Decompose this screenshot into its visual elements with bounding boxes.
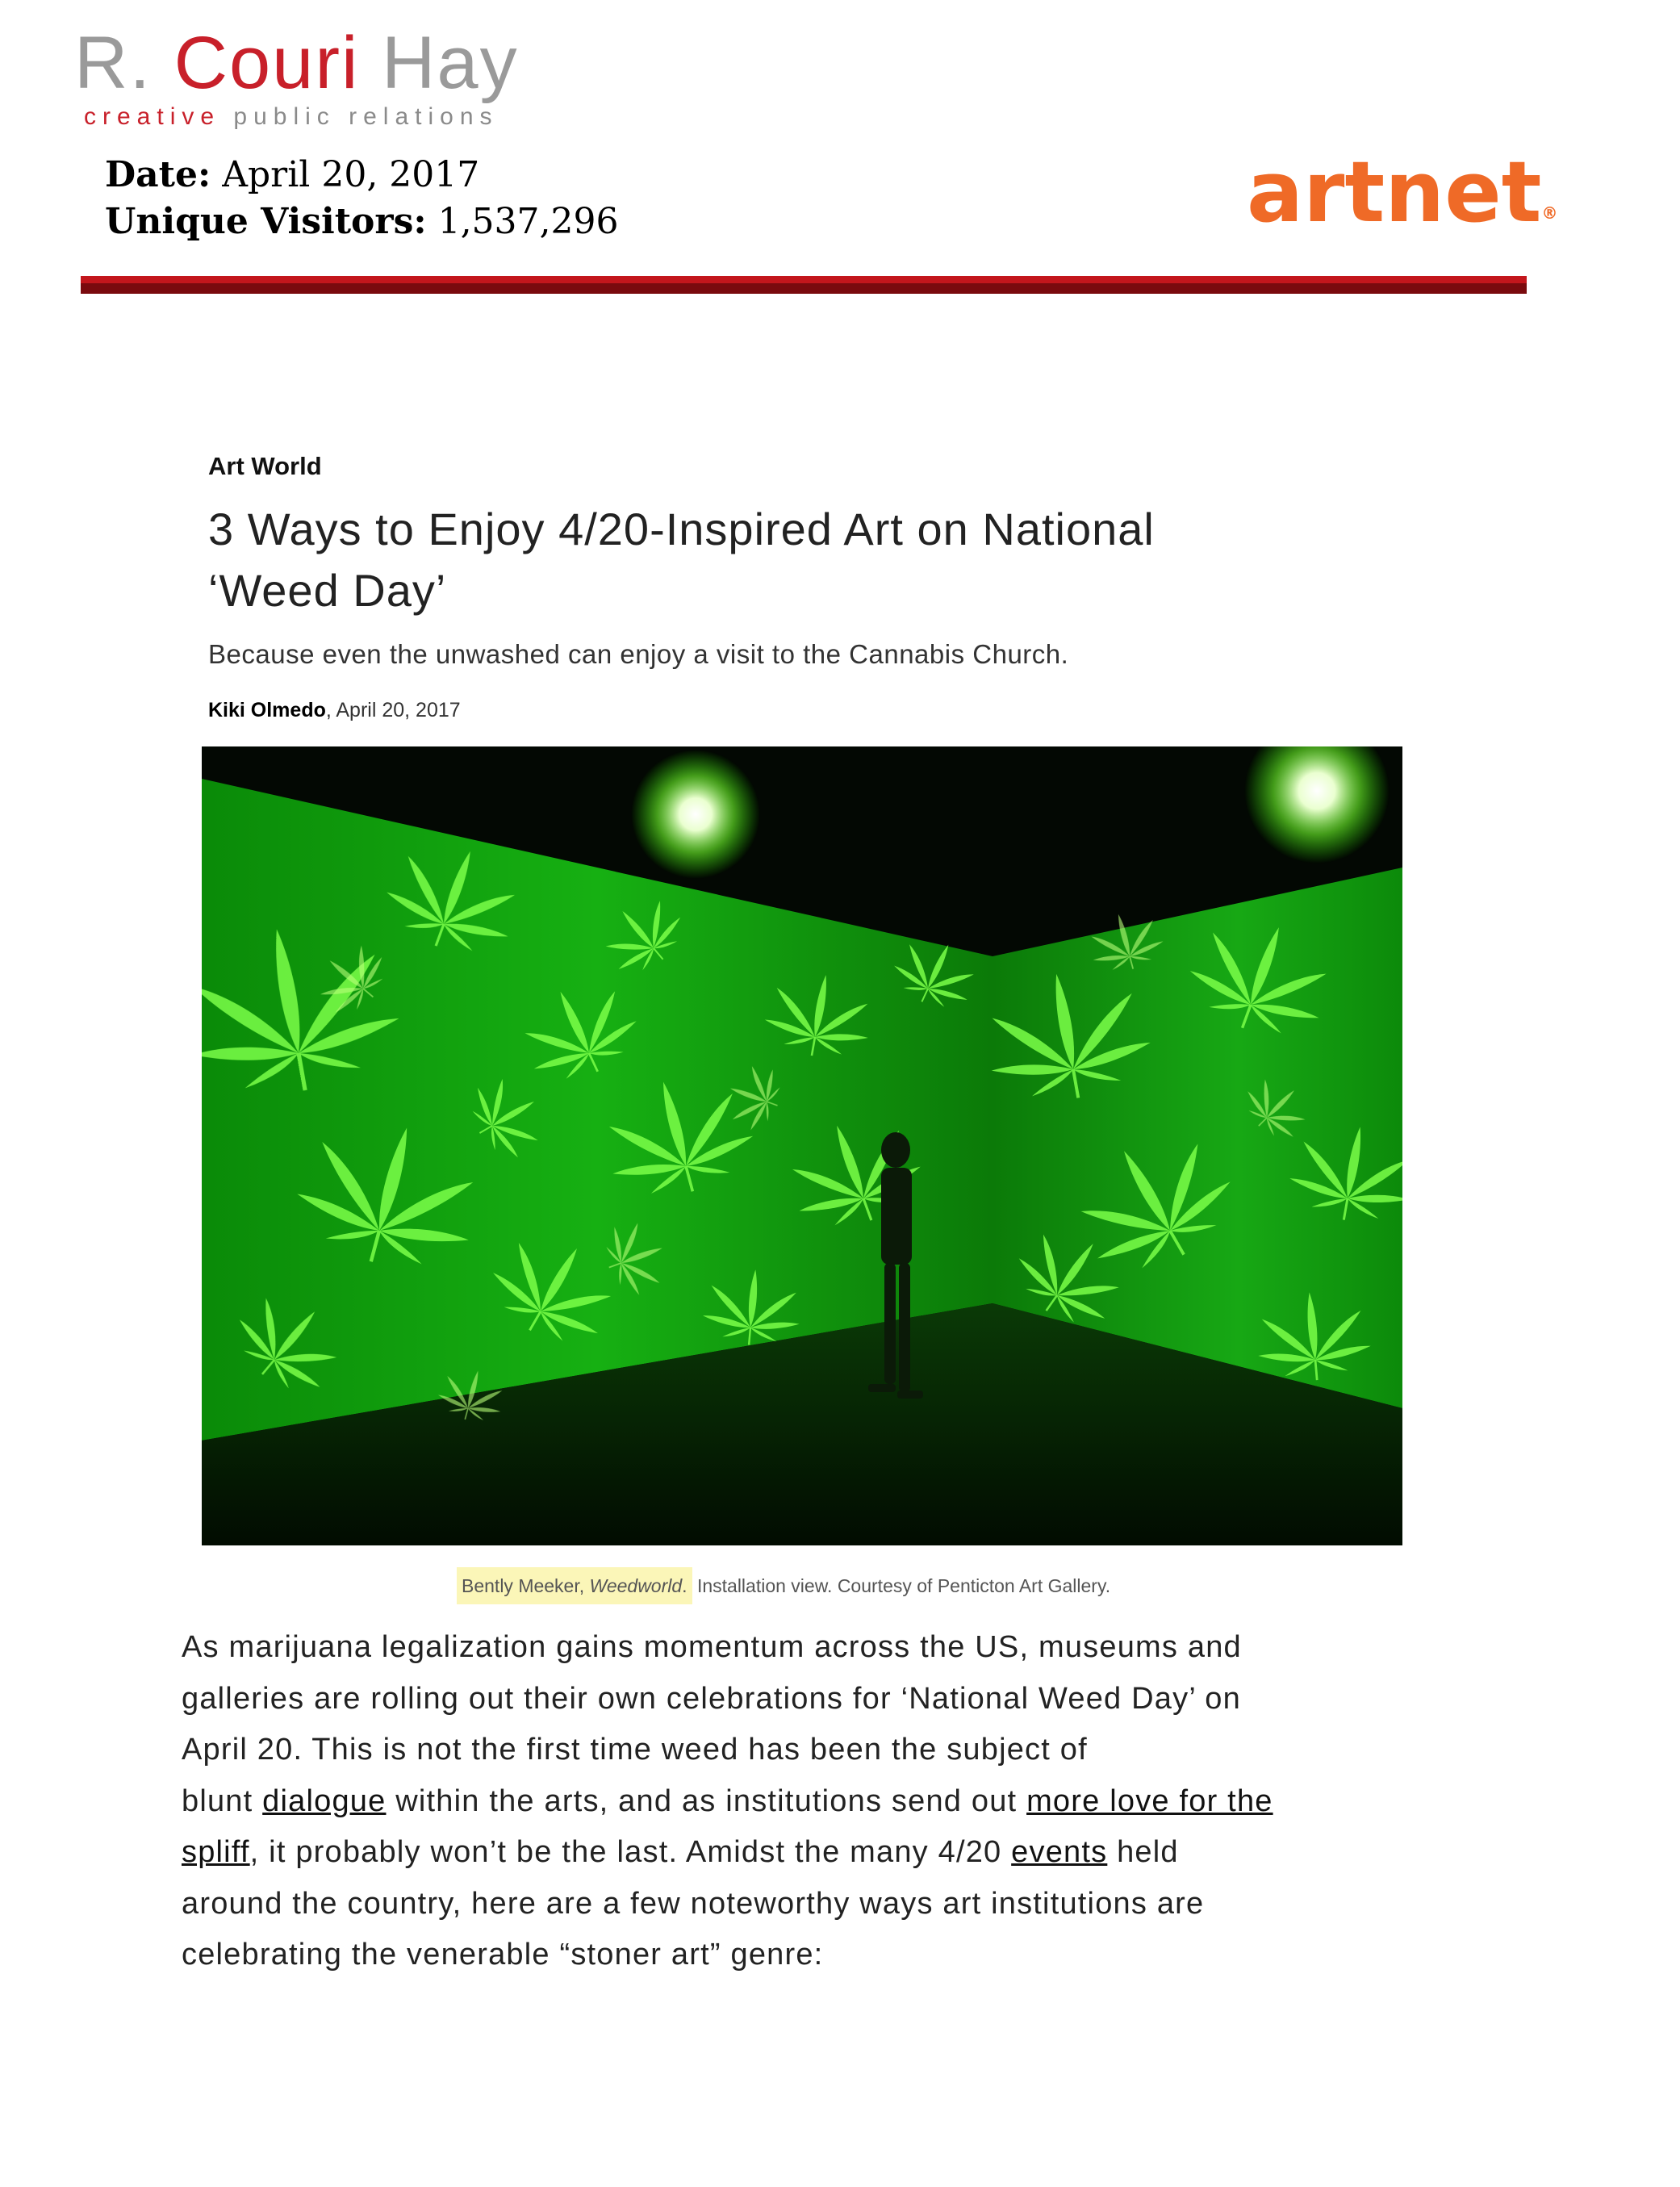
link-events[interactable]: events	[1011, 1835, 1108, 1869]
agency-logo-wordmark: R. Couri Hay	[74, 22, 519, 104]
article-category[interactable]: Art World	[208, 452, 322, 480]
visitors-label: Unique Visitors:	[105, 201, 427, 242]
weedworld-installation-photo	[202, 746, 1402, 1545]
link-more-love-for-the-spliff[interactable]: more love for the	[1026, 1783, 1273, 1818]
clipping-meta	[105, 152, 619, 245]
author-link[interactable]: Kiki Olmedo	[208, 699, 326, 721]
body-line: blunt dialogue within the arts, and as institutions send out more love for the	[182, 1783, 1273, 1818]
body-line: galleries are rolling out their own celebrations for ‘National Weed Day’ on	[182, 1681, 1241, 1716]
date-line	[105, 152, 619, 199]
header-rule	[81, 276, 1527, 294]
article-byline	[208, 699, 461, 722]
artnet-logo: artnet®	[1247, 143, 1558, 241]
link-dialogue[interactable]: dialogue	[262, 1783, 387, 1818]
link-more-love-for-the-spliff-cont[interactable]: spliff	[182, 1835, 250, 1869]
body-line: around the country, here are a few noteworthy ways art institutions are	[182, 1886, 1205, 1921]
article-hero-image	[202, 746, 1402, 1545]
artwork-title: Weedworld	[589, 1575, 683, 1596]
article-body	[182, 1622, 1424, 1981]
body-line: spliff, it probably won’t be the last. Amidst the many 4/20 events held	[182, 1835, 1179, 1869]
date-label: Date:	[105, 154, 211, 195]
visitors-line	[105, 199, 619, 245]
caption-highlight: Bently Meeker, Weedworld.	[457, 1567, 692, 1604]
date-value: April 20, 2017	[222, 154, 480, 195]
agency-logo	[74, 23, 607, 128]
body-line: April 20. This is not the first time weed has been the subject of	[182, 1733, 1088, 1767]
visitors-value: 1,537,296	[437, 201, 619, 242]
registered-mark: ®	[1541, 203, 1558, 223]
article-headline: 3 Ways to Enjoy 4/20-Inspired Art on National ‘Weed Day’	[208, 504, 1155, 616]
body-line: As marijuana legalization gains momentum across the US, museums and	[182, 1630, 1242, 1664]
publish-date: , April 20, 2017	[325, 699, 461, 721]
body-line: celebrating the venerable “stoner art” genre:	[182, 1938, 824, 1972]
image-caption: Bently Meeker, Weedworld. Installation view. Courtesy of Penticton Art Gallery.	[457, 1575, 1110, 1597]
article-dek: Because even the unwashed can enjoy a visit to the Cannabis Church.	[208, 639, 1069, 669]
agency-logo-tagline: creative public relations	[84, 103, 499, 130]
